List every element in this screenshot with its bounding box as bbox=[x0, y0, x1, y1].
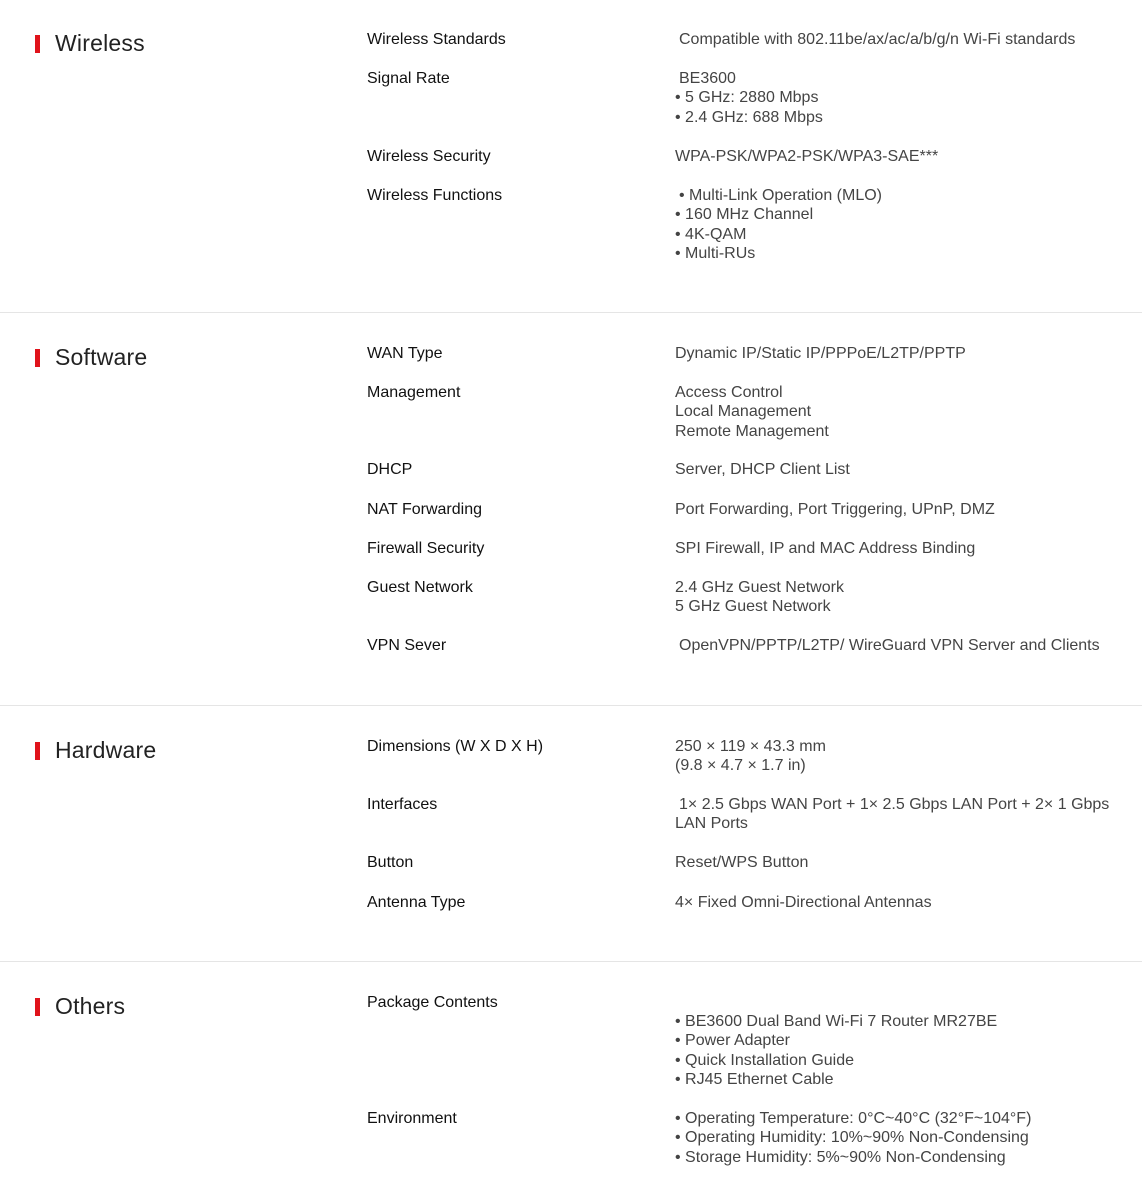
spec-value-line: Port Forwarding, Port Triggering, UPnP, DMZ bbox=[675, 501, 995, 518]
section-accent-bar bbox=[35, 349, 40, 367]
spec-value-line: • Operating Temperature: 0°C~40°C (32°F~104°F) bbox=[675, 1110, 1032, 1127]
spec-value-line: • Multi-RUs bbox=[675, 244, 756, 262]
spec-value-line: Reset/WPS Button bbox=[675, 854, 809, 871]
spec-label: Management bbox=[367, 384, 461, 401]
spec-value bbox=[675, 344, 1115, 363]
spec-value bbox=[675, 636, 1115, 655]
section-title bbox=[35, 993, 125, 1020]
section-title-text: Wireless bbox=[55, 30, 145, 56]
spec-value bbox=[675, 1012, 1115, 1089]
spec-label: Firewall Security bbox=[367, 540, 485, 557]
spec-value bbox=[675, 737, 1115, 776]
spec-value bbox=[675, 795, 1115, 834]
spec-label: Antenna Type bbox=[367, 894, 466, 911]
section-divider bbox=[0, 705, 1142, 706]
spec-value bbox=[675, 147, 1115, 166]
spec-value bbox=[675, 383, 1115, 441]
spec-value bbox=[675, 853, 1115, 872]
spec-value-line: Access Control bbox=[675, 384, 783, 401]
spec-value-line: BE3600 bbox=[679, 70, 736, 87]
spec-label: Package Contents bbox=[367, 994, 498, 1011]
section-accent-bar bbox=[35, 742, 40, 760]
spec-value-line: 250 × 119 × 43.3 mm bbox=[675, 738, 826, 755]
spec-value bbox=[675, 893, 1115, 912]
spec-label: NAT Forwarding bbox=[367, 501, 482, 518]
spec-value bbox=[675, 69, 1115, 127]
section-title-text: Others bbox=[55, 993, 126, 1019]
spec-value bbox=[675, 500, 1115, 519]
spec-value-line: • Power Adapter bbox=[675, 1032, 790, 1050]
spec-value-line: 4× Fixed Omni-Directional Antennas bbox=[675, 894, 932, 911]
spec-value-line: Dynamic IP/Static IP/PPPoE/L2TP/PPTP bbox=[675, 345, 966, 362]
spec-value-line: • 5 GHz: 2880 Mbps bbox=[675, 89, 819, 107]
spec-label: Environment bbox=[367, 1110, 457, 1127]
section-divider bbox=[0, 961, 1142, 962]
spec-label: Button bbox=[367, 854, 414, 871]
spec-value-line: 5 GHz Guest Network bbox=[675, 598, 831, 616]
spec-value bbox=[675, 186, 1115, 263]
spec-label: Guest Network bbox=[367, 579, 473, 596]
spec-value-line: 2.4 GHz Guest Network bbox=[675, 579, 844, 596]
spec-value-line: WPA-PSK/WPA2-PSK/WPA3-SAE*** bbox=[675, 148, 939, 165]
spec-label: Interfaces bbox=[367, 796, 438, 813]
spec-value-line: • Quick Installation Guide bbox=[675, 1051, 855, 1069]
spec-value-line: • 4K-QAM bbox=[675, 225, 747, 243]
spec-value bbox=[675, 1109, 1115, 1167]
spec-value-line: OpenVPN/PPTP/L2TP/ WireGuard VPN Server and Clients bbox=[679, 637, 1100, 654]
spec-value-line: • BE3600 Dual Band Wi-Fi 7 Router MR27BE bbox=[675, 1013, 998, 1030]
spec-value-line: 1× 2.5 Gbps WAN Port + 1× 2.5 Gbps LAN Port + 2× 1 Gbps bbox=[679, 796, 1110, 813]
section-title-text: Hardware bbox=[55, 737, 157, 763]
spec-value-line: • Storage Humidity: 5%~90% Non-Condensing bbox=[675, 1148, 1006, 1166]
spec-value-line: Local Management bbox=[675, 403, 812, 421]
section-divider bbox=[0, 312, 1142, 313]
section-accent-bar bbox=[35, 998, 40, 1016]
spec-label: VPN Sever bbox=[367, 637, 447, 654]
section-title-text: Software bbox=[55, 344, 148, 370]
spec-value-line: • Multi-Link Operation (MLO) bbox=[679, 187, 882, 204]
spec-label: Dimensions (W X D X H) bbox=[367, 738, 544, 755]
spec-label: Wireless Security bbox=[367, 148, 491, 165]
spec-value-line: SPI Firewall, IP and MAC Address Binding bbox=[675, 540, 976, 557]
spec-value bbox=[675, 30, 1115, 49]
spec-value bbox=[675, 539, 1115, 558]
section-title bbox=[35, 344, 147, 371]
spec-value-line: LAN Ports bbox=[675, 815, 748, 833]
spec-value-line: Compatible with 802.11be/ax/ac/a/b/g/n Wi-Fi standards bbox=[679, 31, 1076, 48]
spec-value bbox=[675, 460, 1115, 479]
spec-value-line: • RJ45 Ethernet Cable bbox=[675, 1070, 834, 1088]
spec-label: Wireless Functions bbox=[367, 187, 503, 204]
spec-label: DHCP bbox=[367, 461, 413, 478]
section-title bbox=[35, 737, 156, 764]
spec-label: WAN Type bbox=[367, 345, 443, 362]
section-accent-bar bbox=[35, 35, 40, 53]
spec-value-line: Server, DHCP Client List bbox=[675, 461, 850, 478]
spec-value-line: • 2.4 GHz: 688 Mbps bbox=[675, 108, 823, 126]
spec-value-line: • 160 MHz Channel bbox=[675, 206, 814, 224]
spec-value bbox=[675, 578, 1115, 617]
spec-value-line: Remote Management bbox=[675, 422, 829, 440]
section-title bbox=[35, 30, 145, 57]
spec-label: Signal Rate bbox=[367, 70, 450, 87]
spec-value-line: (9.8 × 4.7 × 1.7 in) bbox=[675, 757, 806, 775]
spec-value-line: • Operating Humidity: 10%~90% Non-Condensing bbox=[675, 1129, 1029, 1147]
spec-label: Wireless Standards bbox=[367, 31, 506, 48]
